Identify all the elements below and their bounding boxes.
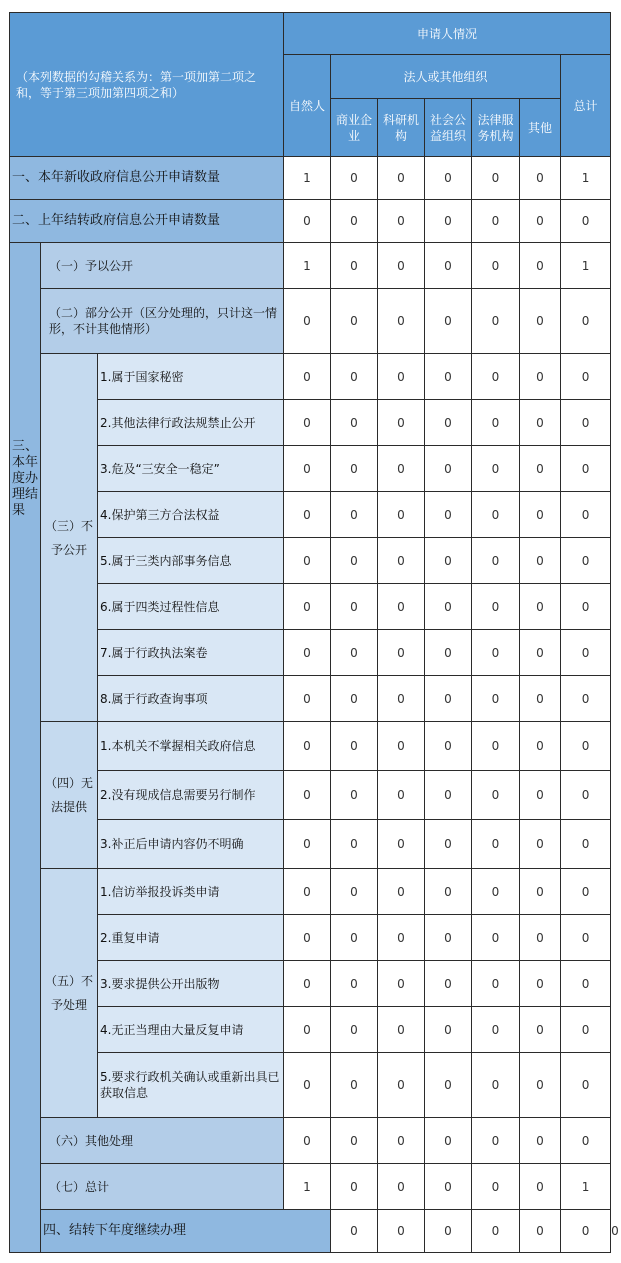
value-cell: 0 xyxy=(472,915,520,961)
table-row xyxy=(10,1164,611,1210)
value-cell: 0 xyxy=(561,1118,611,1164)
value-cell: 0 xyxy=(284,400,331,446)
value-cell: 0 xyxy=(520,1164,561,1210)
value-cell: 0 xyxy=(378,915,425,961)
value-cell: 0 xyxy=(472,630,520,676)
value-cell: 0 xyxy=(520,915,561,961)
value-cell: 0 xyxy=(331,1118,378,1164)
value-cell: 0 xyxy=(425,1053,472,1118)
value-cell: 0 xyxy=(472,961,520,1007)
value-cell: 0 xyxy=(561,771,611,820)
value-cell: 0 xyxy=(425,771,472,820)
value-cell: 0 xyxy=(520,961,561,1007)
table-row xyxy=(10,584,611,630)
value-cell: 1 xyxy=(561,157,611,200)
row-label-np1: 1.信访举报投诉类申请 xyxy=(98,869,284,915)
value-cell: 0 xyxy=(331,820,378,869)
value-cell: 0 xyxy=(520,400,561,446)
table-row xyxy=(10,676,611,722)
value-cell: 0 xyxy=(378,771,425,820)
value-cell: 0 xyxy=(425,584,472,630)
row-label-nd3: 3.危及“三安全一稳定” xyxy=(98,446,284,492)
row-label-other-processing: （六）其他处理 xyxy=(41,1118,284,1164)
value-cell: 1 xyxy=(284,1164,331,1210)
table-row xyxy=(10,200,611,243)
value-cell: 0 xyxy=(331,1210,378,1253)
row-label-nd5: 5.属于三类内部事务信息 xyxy=(98,538,284,584)
row-label-new-apps: 一、本年新收政府信息公开申请数量 xyxy=(10,157,284,200)
value-cell: 0 xyxy=(520,722,561,771)
value-cell: 0 xyxy=(425,961,472,1007)
value-cell: 0 xyxy=(520,771,561,820)
header-note: （本列数据的勾稽关系为：第一项加第二项之和，等于第三项加第四项之和） xyxy=(10,13,284,157)
value-cell: 0 xyxy=(425,869,472,915)
value-cell: 0 xyxy=(520,869,561,915)
table-row xyxy=(10,354,611,400)
value-cell: 0 xyxy=(331,492,378,538)
table-row xyxy=(10,961,611,1007)
value-cell: 0 xyxy=(425,289,472,354)
value-cell: 0 xyxy=(520,1118,561,1164)
value-cell: 0 xyxy=(425,1007,472,1053)
value-cell: 0 xyxy=(472,200,520,243)
value-cell: 0 xyxy=(520,630,561,676)
row-label-next-year: 四、结转下年度继续办理 xyxy=(41,1210,331,1253)
value-cell: 0 xyxy=(561,915,611,961)
table-row xyxy=(10,1007,611,1053)
value-cell: 0 xyxy=(378,492,425,538)
value-cell: 0 xyxy=(472,446,520,492)
header-research: 科研机构 xyxy=(378,99,425,157)
value-cell: 0 xyxy=(331,722,378,771)
value-cell: 0 xyxy=(331,538,378,584)
table-row xyxy=(10,820,611,869)
value-cell: 0 xyxy=(520,584,561,630)
value-cell: 0 xyxy=(520,289,561,354)
row-label-nd6: 6.属于四类过程性信息 xyxy=(98,584,284,630)
not-disclosed-group-label: （三）不予公开 xyxy=(41,354,98,722)
value-cell: 0 xyxy=(520,820,561,869)
header-total: 总计 xyxy=(561,55,611,157)
value-cell: 0 xyxy=(561,538,611,584)
row-label-np5: 5.要求行政机关确认或重新出具已获取信息 xyxy=(98,1053,284,1118)
value-cell: 0 xyxy=(378,538,425,584)
value-cell: 0 xyxy=(561,492,611,538)
value-cell: 0 xyxy=(425,354,472,400)
value-cell: 0 xyxy=(284,771,331,820)
value-cell: 0 xyxy=(472,1007,520,1053)
value-cell: 0 xyxy=(472,400,520,446)
value-cell: 0 xyxy=(561,354,611,400)
header-natural-person: 自然人 xyxy=(284,55,331,157)
value-cell: 0 xyxy=(378,1007,425,1053)
value-cell: 0 xyxy=(520,446,561,492)
value-cell: 0 xyxy=(425,676,472,722)
value-cell: 0 xyxy=(331,869,378,915)
value-cell: 0 xyxy=(284,584,331,630)
value-cell: 0 xyxy=(284,289,331,354)
value-cell: 0 xyxy=(331,961,378,1007)
value-cell: 0 xyxy=(378,1118,425,1164)
value-cell: 0 xyxy=(331,289,378,354)
value-cell: 0 xyxy=(331,630,378,676)
value-cell: 1 xyxy=(561,1164,611,1210)
value-cell: 0 xyxy=(520,1210,561,1253)
value-cell: 0 xyxy=(331,584,378,630)
table-row xyxy=(10,915,611,961)
header-commercial: 商业企业 xyxy=(331,99,378,157)
value-cell: 0 xyxy=(284,630,331,676)
value-cell: 0 xyxy=(378,961,425,1007)
row-label-nd7: 7.属于行政执法案卷 xyxy=(98,630,284,676)
value-cell: 0 xyxy=(561,869,611,915)
value-cell: 0 xyxy=(472,869,520,915)
row-label-subtotal: （七）总计 xyxy=(41,1164,284,1210)
value-cell: 0 xyxy=(425,243,472,289)
value-cell: 0 xyxy=(331,1053,378,1118)
value-cell: 0 xyxy=(425,157,472,200)
row-label-un3: 3.补正后申请内容仍不明确 xyxy=(98,820,284,869)
value-cell: 0 xyxy=(472,289,520,354)
value-cell: 0 xyxy=(284,492,331,538)
value-cell: 0 xyxy=(520,243,561,289)
value-cell: 0 xyxy=(331,200,378,243)
value-cell: 0 xyxy=(284,200,331,243)
value-cell: 0 xyxy=(520,1007,561,1053)
value-cell: 0 xyxy=(425,1210,472,1253)
value-cell: 0 xyxy=(561,961,611,1007)
value-cell: 0 xyxy=(561,630,611,676)
table-row xyxy=(10,243,611,289)
value-cell: 0 xyxy=(561,1210,611,1253)
value-cell: 0 xyxy=(378,157,425,200)
value-cell: 0 xyxy=(561,446,611,492)
value-cell: 0 xyxy=(520,492,561,538)
value-cell: 0 xyxy=(561,1007,611,1053)
row-label-partial: （二）部分公开（区分处理的，只计这一情形，不计其他情形） xyxy=(41,289,284,354)
value-cell: 0 xyxy=(561,200,611,243)
table-row xyxy=(10,538,611,584)
result-group-label: 三、本年度办理结果 xyxy=(10,243,41,1253)
value-cell: 0 xyxy=(472,820,520,869)
table-row xyxy=(10,492,611,538)
header-other: 其他 xyxy=(520,99,561,157)
row-label-nd1: 1.属于国家秘密 xyxy=(98,354,284,400)
not-processed-group-label: （五）不予处理 xyxy=(41,869,98,1118)
value-cell: 0 xyxy=(284,869,331,915)
table-row xyxy=(10,1118,611,1164)
value-cell: 0 xyxy=(561,289,611,354)
row-label-np4: 4.无正当理由大量反复申请 xyxy=(98,1007,284,1053)
value-cell: 0 xyxy=(378,1210,425,1253)
value-cell: 0 xyxy=(472,538,520,584)
value-cell: 0 xyxy=(472,1210,520,1253)
table-row xyxy=(10,722,611,771)
value-cell: 0 xyxy=(331,915,378,961)
value-cell: 0 xyxy=(378,446,425,492)
value-cell: 0 xyxy=(520,538,561,584)
value-cell: 0 xyxy=(331,676,378,722)
row-label-disclosed: （一）予以公开 xyxy=(41,243,284,289)
value-cell: 0 xyxy=(472,1053,520,1118)
header-legal-service: 法律服务机构 xyxy=(472,99,520,157)
value-cell: 0 xyxy=(331,771,378,820)
value-cell: 0 xyxy=(378,243,425,289)
value-cell: 1 xyxy=(561,243,611,289)
value-cell: 0 xyxy=(425,1118,472,1164)
value-cell: 0 xyxy=(472,1164,520,1210)
value-cell: 0 xyxy=(284,676,331,722)
table-row xyxy=(10,771,611,820)
value-cell: 0 xyxy=(378,200,425,243)
value-cell: 0 xyxy=(561,400,611,446)
value-cell: 0 xyxy=(378,820,425,869)
value-cell: 0 xyxy=(378,289,425,354)
value-cell: 0 xyxy=(284,1053,331,1118)
value-cell: 0 xyxy=(520,354,561,400)
table-row xyxy=(10,1053,611,1118)
value-cell: 0 xyxy=(472,243,520,289)
value-cell: 0 xyxy=(378,400,425,446)
row-label-nd2: 2.其他法律行政法规禁止公开 xyxy=(98,400,284,446)
row-label-un2: 2.没有现成信息需要另行制作 xyxy=(98,771,284,820)
value-cell: 0 xyxy=(425,1164,472,1210)
row-label-un1: 1.本机关不掌握相关政府信息 xyxy=(98,722,284,771)
value-cell: 0 xyxy=(520,676,561,722)
value-cell: 0 xyxy=(472,157,520,200)
value-cell: 0 xyxy=(284,354,331,400)
value-cell: 0 xyxy=(331,157,378,200)
value-cell: 0 xyxy=(378,1053,425,1118)
value-cell: 0 xyxy=(425,400,472,446)
value-cell: 0 xyxy=(284,915,331,961)
header-social: 社会公益组织 xyxy=(425,99,472,157)
value-cell: 0 xyxy=(472,676,520,722)
value-cell: 0 xyxy=(520,200,561,243)
table-row xyxy=(10,446,611,492)
value-cell: 0 xyxy=(472,354,520,400)
value-cell: 0 xyxy=(561,584,611,630)
value-cell: 0 xyxy=(284,820,331,869)
value-cell: 1 xyxy=(284,243,331,289)
disclosure-statistics-table-container xyxy=(9,12,619,1253)
value-cell: 0 xyxy=(425,915,472,961)
table-row xyxy=(10,289,611,354)
value-cell: 0 xyxy=(284,722,331,771)
row-label-nd8: 8.属于行政查询事项 xyxy=(98,676,284,722)
value-cell: 0 xyxy=(331,354,378,400)
value-cell: 0 xyxy=(425,492,472,538)
value-cell: 0 xyxy=(472,1118,520,1164)
value-cell: 0 xyxy=(378,630,425,676)
table-row xyxy=(10,869,611,915)
value-cell: 1 xyxy=(284,157,331,200)
value-cell: 0 xyxy=(284,538,331,584)
value-cell: 0 xyxy=(425,538,472,584)
value-cell: 0 xyxy=(425,446,472,492)
value-cell: 0 xyxy=(378,722,425,771)
value-cell: 0 xyxy=(331,243,378,289)
value-cell: 0 xyxy=(425,820,472,869)
value-cell: 0 xyxy=(284,446,331,492)
value-cell: 0 xyxy=(331,1007,378,1053)
table-row: 四、结转下年度继续办理 0 0 0 0 0 0 0 xyxy=(10,1210,611,1253)
row-label-nd4: 4.保护第三方合法权益 xyxy=(98,492,284,538)
value-cell: 0 xyxy=(378,869,425,915)
value-cell: 0 xyxy=(284,1007,331,1053)
value-cell: 0 xyxy=(472,584,520,630)
header-applicant: 申请人情况 xyxy=(284,13,611,55)
value-cell: 0 xyxy=(425,200,472,243)
value-cell: 0 xyxy=(378,676,425,722)
value-cell: 0 xyxy=(378,584,425,630)
disclosure-statistics-table xyxy=(9,12,619,1253)
value-cell: 0 xyxy=(425,722,472,771)
value-cell: 0 xyxy=(284,961,331,1007)
value-cell: 0 xyxy=(520,157,561,200)
row-label-carried-over: 二、上年结转政府信息公开申请数量 xyxy=(10,200,284,243)
value-cell: 0 xyxy=(472,492,520,538)
table-row xyxy=(10,400,611,446)
value-cell: 0 xyxy=(331,446,378,492)
value-cell: 0 xyxy=(331,1164,378,1210)
value-cell: 0 xyxy=(472,722,520,771)
row-label-np3: 3.要求提供公开出版物 xyxy=(98,961,284,1007)
value-cell: 0 xyxy=(331,400,378,446)
header-legal-entities: 法人或其他组织 xyxy=(331,55,561,99)
value-cell: 0 xyxy=(561,820,611,869)
value-cell: 0 xyxy=(378,354,425,400)
row-label-np2: 2.重复申请 xyxy=(98,915,284,961)
value-cell: 0 xyxy=(284,1118,331,1164)
value-cell: 0 xyxy=(472,771,520,820)
value-cell: 0 xyxy=(561,676,611,722)
value-cell: 0 xyxy=(561,1053,611,1118)
value-cell: 0 xyxy=(561,722,611,771)
value-cell: 0 xyxy=(378,1164,425,1210)
unavailable-group-label: （四）无法提供 xyxy=(41,722,98,869)
value-cell: 0 xyxy=(520,1053,561,1118)
table-row xyxy=(10,630,611,676)
table-row xyxy=(10,157,611,200)
value-cell: 0 xyxy=(425,630,472,676)
